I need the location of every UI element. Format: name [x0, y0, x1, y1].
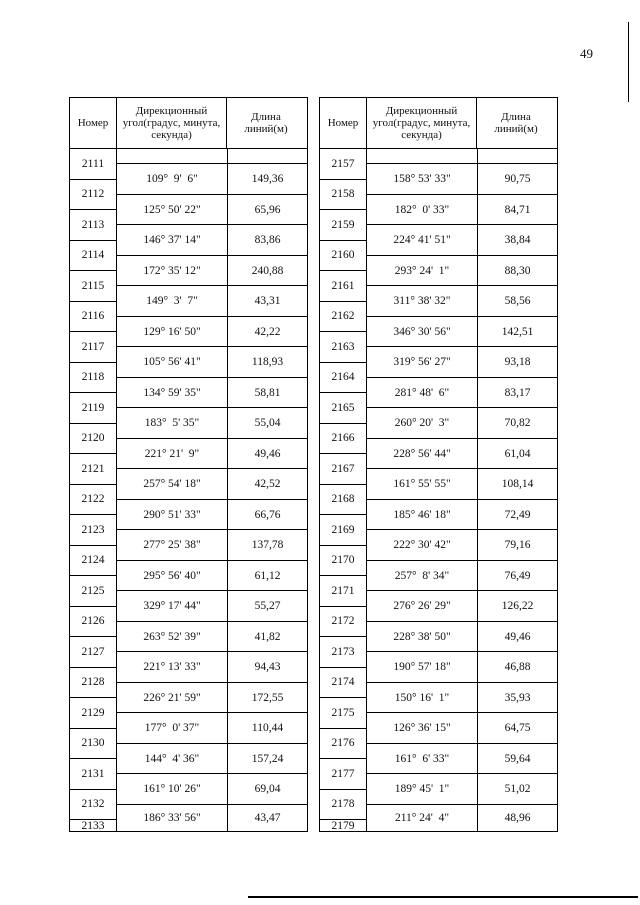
point-number: 2121: [70, 454, 117, 485]
line-length: 79,16: [478, 530, 557, 561]
footer-rule: [248, 896, 638, 898]
point-number: 2111: [70, 149, 117, 180]
direction-angle: 228° 56' 44": [367, 439, 478, 470]
direction-angle: 149° 3' 7": [117, 286, 228, 317]
direction-angle: 260° 20' 3": [367, 408, 478, 439]
line-length: 157,24: [228, 744, 307, 775]
point-number: 2173: [320, 637, 367, 668]
point-number: 2172: [320, 607, 367, 638]
line-length: 72,49: [478, 500, 557, 531]
direction-angle: 161° 10' 26": [117, 774, 228, 805]
direction-angle: 161° 55' 55": [367, 469, 478, 500]
line-length: 42,52: [228, 469, 307, 500]
direction-angle: 295° 56' 40": [117, 561, 228, 592]
angle-cell-empty: [117, 149, 228, 164]
direction-angle: 311° 38' 32": [367, 286, 478, 317]
direction-angle: 277° 25' 38": [117, 530, 228, 561]
line-length: 49,46: [478, 622, 557, 653]
point-number: 2119: [70, 393, 117, 424]
header-length: Длина линий(м): [244, 111, 288, 135]
point-number: 2133: [70, 820, 117, 832]
line-length: 94,43: [228, 652, 307, 683]
line-length: 51,02: [478, 774, 557, 805]
point-number: 2129: [70, 698, 117, 729]
line-length: 126,22: [478, 591, 557, 622]
point-number: 2157: [320, 149, 367, 180]
line-length: 43,47: [228, 805, 307, 832]
point-number: 2116: [70, 302, 117, 333]
direction-angle: 109° 9' 6": [117, 164, 228, 195]
line-length: 48,96: [478, 805, 557, 832]
line-length: 83,86: [228, 225, 307, 256]
line-length: 66,76: [228, 500, 307, 531]
line-length: 110,44: [228, 713, 307, 744]
header-angle: Дирекционный угол(градус, минута, секунда): [367, 98, 477, 148]
line-length: 83,17: [478, 378, 557, 409]
point-number: 2179: [320, 820, 367, 832]
line-length: 172,55: [228, 683, 307, 714]
point-number: 2165: [320, 393, 367, 424]
direction-angle: 183° 5' 35": [117, 408, 228, 439]
direction-angle: 222° 30' 42": [367, 530, 478, 561]
point-number: 2113: [70, 210, 117, 241]
line-length: 59,64: [478, 744, 557, 775]
direction-angle: 158° 53' 33": [367, 164, 478, 195]
direction-angle: 257° 8' 34": [367, 561, 478, 592]
point-number: 2114: [70, 241, 117, 272]
point-number: 2158: [320, 180, 367, 211]
point-number: 2171: [320, 576, 367, 607]
line-length: 240,88: [228, 256, 307, 287]
direction-angle: 125° 50' 22": [117, 195, 228, 226]
line-length: 70,82: [478, 408, 557, 439]
direction-angle: 226° 21' 59": [117, 683, 228, 714]
line-length: 58,56: [478, 286, 557, 317]
line-length: 108,14: [478, 469, 557, 500]
direction-angle: 293° 24' 1": [367, 256, 478, 287]
direction-angle: 221° 21' 9": [117, 439, 228, 470]
angle-cell-empty: [367, 149, 478, 164]
direction-angle: 281° 48' 6": [367, 378, 478, 409]
point-number: 2163: [320, 332, 367, 363]
line-length: 35,93: [478, 683, 557, 714]
point-number: 2115: [70, 271, 117, 302]
line-length: 41,82: [228, 622, 307, 653]
margin-rule: [628, 22, 629, 102]
point-number: 2132: [70, 790, 117, 821]
header-number: Номер: [320, 98, 367, 148]
line-length: 93,18: [478, 347, 557, 378]
point-number: 2178: [320, 790, 367, 821]
direction-angle: 221° 13' 33": [117, 652, 228, 683]
direction-angle: 224° 41' 51": [367, 225, 478, 256]
direction-angle: 263° 52' 39": [117, 622, 228, 653]
line-length: 58,81: [228, 378, 307, 409]
point-number: 2118: [70, 363, 117, 394]
point-number: 2128: [70, 668, 117, 699]
length-cell-empty: [228, 149, 307, 164]
point-number: 2168: [320, 485, 367, 516]
direction-angle: 182° 0' 33": [367, 195, 478, 226]
table-body: [70, 149, 307, 832]
line-length: 142,51: [478, 317, 557, 348]
line-length: 118,93: [228, 347, 307, 378]
point-number: 2130: [70, 729, 117, 760]
line-length: 69,04: [228, 774, 307, 805]
line-length: 55,04: [228, 408, 307, 439]
coordinates-table-left: [69, 97, 308, 832]
point-number: 2161: [320, 271, 367, 302]
line-length: 137,78: [228, 530, 307, 561]
line-length: 149,36: [228, 164, 307, 195]
point-number: 2167: [320, 454, 367, 485]
direction-angle: 172° 35' 12": [117, 256, 228, 287]
direction-angle: 186° 33' 56": [117, 805, 228, 832]
line-length: 64,75: [478, 713, 557, 744]
point-number: 2117: [70, 332, 117, 363]
direction-angle: 189° 45' 1": [367, 774, 478, 805]
point-number: 2170: [320, 546, 367, 577]
point-number: 2112: [70, 180, 117, 211]
line-length: 90,75: [478, 164, 557, 195]
direction-angle: 144° 4' 36": [117, 744, 228, 775]
direction-angle: 228° 38' 50": [367, 622, 478, 653]
point-number: 2164: [320, 363, 367, 394]
line-length: 38,84: [478, 225, 557, 256]
line-length: 43,31: [228, 286, 307, 317]
point-number: 2162: [320, 302, 367, 333]
direction-angle: 329° 17' 44": [117, 591, 228, 622]
point-number: 2177: [320, 759, 367, 790]
point-number: 2160: [320, 241, 367, 272]
direction-angle: 290° 51' 33": [117, 500, 228, 531]
point-number: 2127: [70, 637, 117, 668]
table-body: [320, 149, 557, 832]
line-length: 42,22: [228, 317, 307, 348]
table-header: [70, 98, 307, 149]
point-number: 2122: [70, 485, 117, 516]
direction-angle: 134° 59' 35": [117, 378, 228, 409]
direction-angle: 185° 46' 18": [367, 500, 478, 531]
direction-angle: 146° 37' 14": [117, 225, 228, 256]
header-number: Номер: [70, 98, 117, 148]
point-number: 2126: [70, 607, 117, 638]
line-length: 61,04: [478, 439, 557, 470]
direction-angle: 276° 26' 29": [367, 591, 478, 622]
line-length: 55,27: [228, 591, 307, 622]
direction-angle: 129° 16' 50": [117, 317, 228, 348]
page-number: 49: [580, 46, 593, 61]
point-number: 2131: [70, 759, 117, 790]
line-length: 61,12: [228, 561, 307, 592]
header-angle: Дирекционный угол(градус, минута, секунда): [117, 98, 227, 148]
point-number: 2166: [320, 424, 367, 455]
direction-angle: 161° 6' 33": [367, 744, 478, 775]
line-length: 84,71: [478, 195, 557, 226]
line-length: 88,30: [478, 256, 557, 287]
direction-angle: 150° 16' 1": [367, 683, 478, 714]
point-number: 2124: [70, 546, 117, 577]
length-cell-empty: [478, 149, 557, 164]
point-number: 2159: [320, 210, 367, 241]
header-length: Длина линий(м): [494, 111, 538, 135]
coordinates-table-right: [319, 97, 558, 832]
direction-angle: 319° 56' 27": [367, 347, 478, 378]
point-number: 2123: [70, 515, 117, 546]
line-length: 46,88: [478, 652, 557, 683]
line-length: 76,49: [478, 561, 557, 592]
point-number: 2175: [320, 698, 367, 729]
direction-angle: 105° 56' 41": [117, 347, 228, 378]
point-number: 2120: [70, 424, 117, 455]
point-number: 2176: [320, 729, 367, 760]
direction-angle: 177° 0' 37": [117, 713, 228, 744]
direction-angle: 211° 24' 4": [367, 805, 478, 832]
direction-angle: 190° 57' 18": [367, 652, 478, 683]
direction-angle: 257° 54' 18": [117, 469, 228, 500]
line-length: 49,46: [228, 439, 307, 470]
direction-angle: 346° 30' 56": [367, 317, 478, 348]
point-number: 2125: [70, 576, 117, 607]
table-header: [320, 98, 557, 149]
point-number: 2169: [320, 515, 367, 546]
line-length: 65,96: [228, 195, 307, 226]
point-number: 2174: [320, 668, 367, 699]
direction-angle: 126° 36' 15": [367, 713, 478, 744]
